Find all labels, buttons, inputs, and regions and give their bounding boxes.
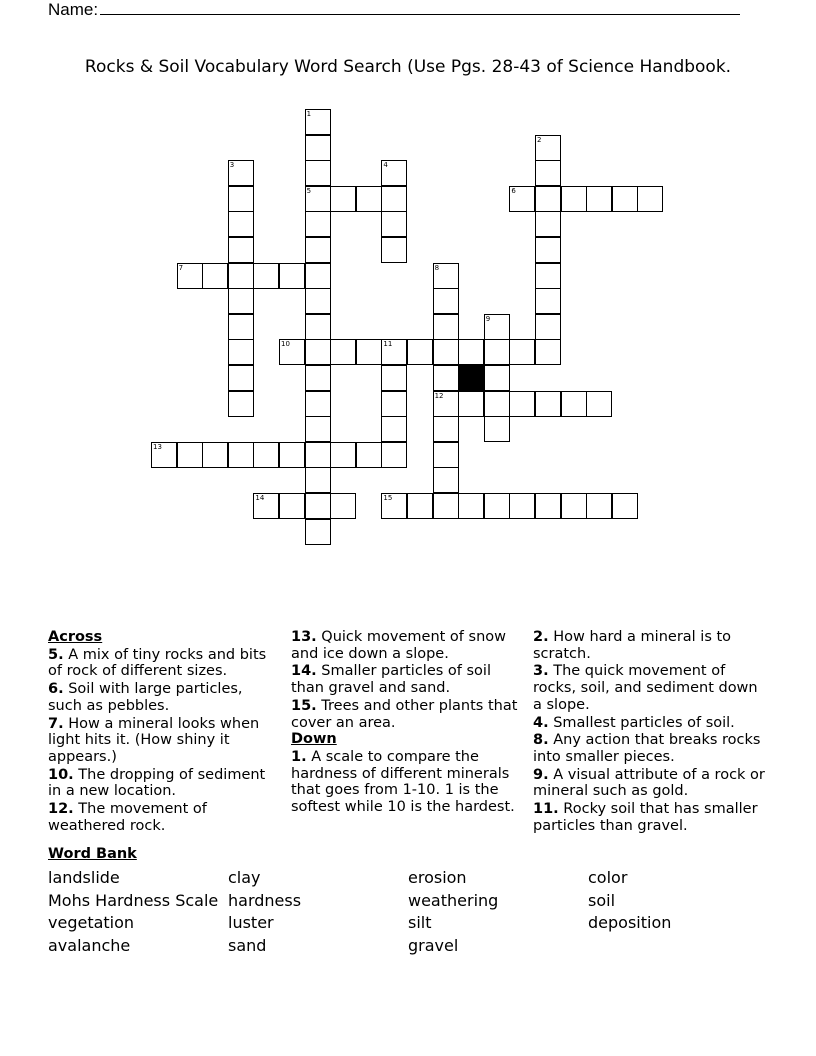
grid-cell[interactable]: [305, 186, 331, 212]
word-bank-item: soil: [588, 891, 616, 910]
grid-cell[interactable]: [509, 493, 535, 519]
grid-cell[interactable]: [381, 493, 407, 519]
grid-cell[interactable]: [561, 391, 587, 417]
grid-cell[interactable]: [535, 211, 561, 237]
word-bank-item: silt: [408, 913, 432, 932]
grid-cell[interactable]: [228, 442, 254, 468]
grid-cell[interactable]: [356, 442, 382, 468]
grid-cell[interactable]: [535, 288, 561, 314]
down-heading: Down: [291, 731, 337, 748]
clue-down-11: 11. Rocky soil that has smaller particles than gravel.: [533, 801, 758, 834]
grid-cell[interactable]: [535, 160, 561, 186]
grid-cell[interactable]: [612, 186, 638, 212]
grid-cell[interactable]: [484, 365, 510, 391]
clue-across-5: 5. A mix of tiny rocks and bits of rock of different sizes.: [48, 646, 267, 680]
grid-cell[interactable]: [433, 339, 459, 365]
word-bank-item: hardness: [228, 891, 302, 910]
grid-cell[interactable]: [458, 339, 484, 365]
grid-cell[interactable]: [535, 314, 561, 340]
grid-cell[interactable]: [535, 391, 561, 417]
grid-cell[interactable]: [305, 365, 331, 391]
grid-cell[interactable]: [484, 339, 510, 365]
clues-column-3: [533, 629, 769, 834]
clue-across-6: 6. Soil with large particles, such as pebbles.: [48, 681, 243, 714]
clue-across-13: 13. Quick movement of snow and ice down a slope.: [291, 629, 506, 662]
grid-cell[interactable]: [433, 416, 459, 442]
grid-cell[interactable]: [433, 365, 459, 391]
grid-cell[interactable]: [535, 263, 561, 289]
grid-cell[interactable]: [279, 442, 305, 468]
grid-cell[interactable]: [253, 493, 279, 519]
grid-cell[interactable]: [484, 314, 510, 340]
grid-cell[interactable]: [356, 339, 382, 365]
clue-number: 14: [255, 494, 265, 502]
grid-cell[interactable]: [433, 493, 459, 519]
clue-number: 1: [306, 110, 312, 118]
grid-cell[interactable]: [228, 211, 254, 237]
clue-number: 6: [511, 186, 516, 195]
grid-cell[interactable]: [305, 288, 331, 314]
clue-across-7: 7. How a mineral looks when light hits it. (How shiny it appears.): [48, 715, 260, 765]
page-title: Rocks & Soil Vocabulary Word Search (Use Pgs. 28-43 of Science Handbook.: [84, 57, 732, 77]
grid-cell[interactable]: [381, 416, 407, 442]
word-bank-item: deposition: [588, 913, 672, 932]
grid-cell[interactable]: [305, 211, 331, 237]
clue-number: 3: [229, 161, 235, 170]
name-label: Name:: [48, 0, 99, 19]
clue-number: 15: [383, 494, 393, 502]
grid-cell[interactable]: [305, 237, 331, 263]
grid-cell[interactable]: [228, 288, 254, 314]
grid-cell[interactable]: [433, 314, 459, 340]
word-bank-item: avalanche: [48, 936, 131, 955]
grid-cell[interactable]: [535, 237, 561, 263]
grid-cell[interactable]: [484, 391, 510, 417]
clues-column-1: [48, 629, 280, 834]
grid-cell[interactable]: [151, 442, 177, 468]
grid-cell-blocked: [458, 365, 484, 391]
grid-cell[interactable]: [228, 160, 254, 186]
grid-cell[interactable]: [381, 339, 407, 365]
grid-cell[interactable]: [381, 211, 407, 237]
grid-cell[interactable]: [305, 493, 331, 519]
clue-number: 13: [153, 442, 162, 451]
grid-cell[interactable]: [561, 493, 587, 519]
clue-down-1: 1. A scale to compare the hardness of different minerals that goes from 1-10. 1 is the softest while 10 is the hardest.: [291, 748, 515, 816]
word-bank-item: gravel: [408, 936, 459, 955]
clue-across-10: 10. The dropping of sediment in a new location.: [48, 766, 266, 800]
grid-cell[interactable]: [484, 416, 510, 442]
word-bank-item: landslide: [48, 868, 120, 887]
grid-cell[interactable]: [305, 109, 331, 135]
grid-cell[interactable]: [561, 186, 587, 212]
grid-cell[interactable]: [177, 442, 203, 468]
grid-cell[interactable]: [305, 519, 331, 545]
grid-cell[interactable]: [228, 365, 254, 391]
grid-cell[interactable]: [202, 263, 228, 289]
clue-number: 11: [383, 340, 393, 349]
grid-cell[interactable]: [381, 160, 407, 186]
grid-cell[interactable]: [535, 135, 561, 161]
word-bank-item: vegetation: [48, 913, 135, 932]
grid-cell[interactable]: [433, 391, 459, 417]
grid-cell[interactable]: [433, 288, 459, 314]
grid-cell[interactable]: [202, 442, 228, 468]
grid-cell[interactable]: [509, 391, 535, 417]
clue-across-14: 14. Smaller particles of soil than gravel and sand.: [291, 663, 491, 697]
grid-cell[interactable]: [305, 416, 331, 442]
grid-cell[interactable]: [356, 186, 382, 212]
grid-cell[interactable]: [586, 493, 612, 519]
clue-down-3: 3. The quick movement of rocks, soil, and sediment down a slope.: [533, 663, 758, 713]
grid-cell[interactable]: [228, 391, 254, 417]
grid-cell[interactable]: [228, 186, 254, 212]
word-bank-item: weathering: [408, 891, 499, 910]
grid-cell[interactable]: [458, 391, 484, 417]
grid-cell[interactable]: [305, 135, 331, 161]
grid-cell[interactable]: [228, 263, 254, 289]
word-bank-item: clay: [228, 868, 261, 887]
clue-across-15: 15. Trees and other plants that cover an area.: [291, 697, 518, 731]
clue-number: 7: [178, 263, 184, 272]
grid-cell[interactable]: [458, 493, 484, 519]
grid-cell[interactable]: [253, 442, 279, 468]
grid-cell[interactable]: [586, 391, 612, 417]
clue-number: 10: [281, 340, 290, 349]
clue-number: 4: [383, 161, 388, 170]
grid-cell[interactable]: [381, 186, 407, 212]
grid-cell[interactable]: [433, 263, 459, 289]
grid-cell[interactable]: [407, 493, 433, 519]
grid-cell[interactable]: [305, 263, 331, 289]
grid-cell[interactable]: [612, 493, 638, 519]
clue-number: 9: [485, 314, 491, 323]
grid-cell[interactable]: [535, 493, 561, 519]
grid-cell[interactable]: [535, 186, 561, 212]
clue-down-8: 8. Any action that breaks rocks into smaller pieces.: [533, 732, 761, 765]
grid-cell[interactable]: [509, 339, 535, 365]
grid-cell[interactable]: [228, 237, 254, 263]
word-bank-title: Word Bank: [48, 846, 137, 862]
grid-cell[interactable]: [330, 339, 356, 365]
grid-cell[interactable]: [279, 263, 305, 289]
grid-cell[interactable]: [586, 186, 612, 212]
word-bank-item: erosion: [408, 868, 467, 887]
grid-cell[interactable]: [381, 237, 407, 263]
grid-cell[interactable]: [177, 263, 203, 289]
clue-number: 8: [434, 263, 440, 272]
grid-cell[interactable]: [305, 391, 331, 417]
clue-down-4: 4. Smallest particles of soil.: [533, 714, 735, 731]
grid-cell[interactable]: [305, 339, 331, 365]
clue-down-2: 2. How hard a mineral is to scratch.: [533, 629, 732, 662]
clue-number: 2: [537, 135, 542, 144]
grid-cell[interactable]: [305, 160, 331, 186]
grid-cell[interactable]: [484, 493, 510, 519]
clue-down-9: 9. A visual attribute of a rock or mineral such as gold.: [533, 766, 765, 800]
grid-cell[interactable]: [509, 186, 535, 212]
across-heading: Across: [48, 629, 103, 645]
clue-number: 5: [306, 186, 312, 195]
clue-number: 12: [434, 391, 444, 400]
grid-cell[interactable]: [305, 467, 331, 493]
word-bank-item: Mohs Hardness Scale: [48, 891, 219, 910]
clues-column-2: [291, 629, 523, 816]
grid-cell[interactable]: [305, 314, 331, 340]
grid-cell[interactable]: [433, 442, 459, 468]
grid-cell[interactable]: [228, 314, 254, 340]
grid-cell[interactable]: [535, 339, 561, 365]
grid-cell[interactable]: [253, 263, 279, 289]
grid-cell[interactable]: [279, 339, 305, 365]
grid-cell[interactable]: [381, 442, 407, 468]
grid-cell[interactable]: [407, 339, 433, 365]
grid-cell[interactable]: [433, 467, 459, 493]
grid-cell[interactable]: [228, 339, 254, 365]
grid-cell[interactable]: [305, 442, 331, 468]
grid-cell[interactable]: [279, 493, 305, 519]
word-bank-item: luster: [228, 913, 274, 932]
word-bank-item: sand: [228, 936, 267, 955]
clue-across-12: 12. The movement of weathered rock.: [48, 801, 207, 834]
word-bank-item: color: [588, 868, 628, 887]
grid-cell[interactable]: [330, 442, 356, 468]
grid-cell[interactable]: [381, 391, 407, 417]
grid-cell[interactable]: [330, 493, 356, 519]
grid-cell[interactable]: [330, 186, 356, 212]
grid-cell[interactable]: [381, 365, 407, 391]
grid-cell[interactable]: [637, 186, 663, 212]
